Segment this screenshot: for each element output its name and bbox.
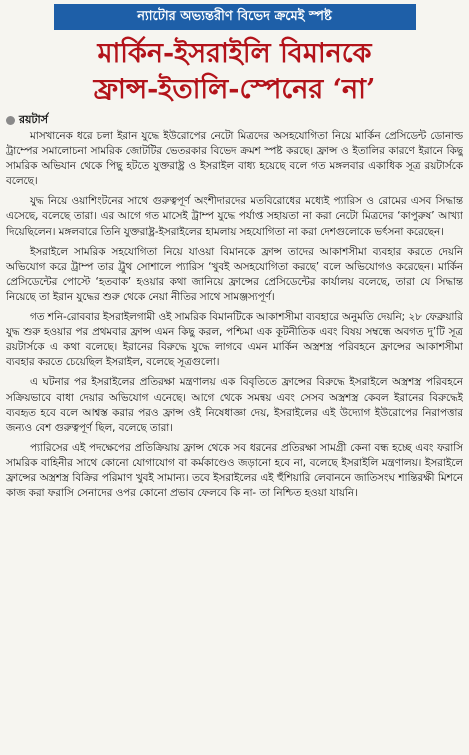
headline-line-1: মার্কিন-ইসরাইলি বিমানকে bbox=[97, 38, 372, 69]
paragraph-3: ইসরাইলে সামরিক সহযোগিতা নিয়ে যাওয়া বিমানকে ফ্রান্স তাদের আকাশসীমা ব্যবহার করতে দেয়নি অভিযোগ করে ট্রাম্প তার ট্রুথ সোশালে প্যারিস ‘খুবই অসহযোগিতা করছে’ বলে অভিযোগও করেছেন। মার্কিন প্রেসিডেন্টের পোস্টে ‘হতবাক’ হওয়ার কথা জানিয়ে ফ্রান্সের প্রেসিডেন্টের কার্যালয় বলেছে, তারা যে সিদ্ধান্ত নিয়েছে তা ইরান যুদ্ধের শুরু থেকে নেয়া নীতির সাথে সামঞ্জস্যপূর্ণ। bbox=[6, 245, 463, 303]
headline-line-2: ফ্রান্স-ইতালি-স্পেনের ‘না’ bbox=[93, 74, 376, 105]
source-label: রয়টার্স bbox=[19, 112, 48, 126]
source-line bbox=[6, 113, 463, 127]
paragraph-1: মাসখানেক ধরে চলা ইরান যুদ্ধে ইউরোপের নেটো মিত্রদের অসহযোগিতা নিয়ে মার্কিন প্রেসিডেন্ট ডোনাল্ড ট্রাম্পের সমালোচনা সামরিক জোটটির ভেতরকার বিভেদ ক্রমশ স্পষ্ট করছে। ফ্রান্স ও ইতালির কারণে ইরানে কিছু সামরিক অভিযান থেকে পিছু হটতে যুক্তরাষ্ট্র ও ইসরাইল বাধ্য হয়েছে বলে গত মঙ্গলবার একাধিক সূত্র রয়টার্সকে বলেছে। bbox=[6, 130, 463, 188]
paragraph-5: এ ঘটনার পর ইসরাইলের প্রতিরক্ষা মন্ত্রণালয় এক বিবৃতিতে ফ্রান্সের বিরুদ্ধে ইসরাইলে অস্ত্রশস্ত্র পরিবহনে সক্রিয়ভাবে বাধা দেয়ার অভিযোগ এনেছে। আগে থেকে সমন্বয় এবং সেসব অস্ত্রশস্ত্র কেবল ইরানের বিরুদ্ধেই ব্যবহৃত হবে বলে আশ্বস্ত করার পরও ফ্রান্স ওই নিষেধাজ্ঞা দেয়, ইসরাইলের এই উদ্যোগ ইউরোপের নিরাপত্তার জন্যও বেশ গুরুত্বপূর্ণ ছিল, বলেছে তারা। bbox=[6, 376, 463, 434]
paragraph-4: গত শনি-রোববার ইসরাইলগামী ওই সামরিক বিমানটিকে আকাশসীমা ব্যবহারে অনুমতি দেয়নি; ২৮ ফেব্রুয়ারি যুদ্ধ শুরু হওয়ার পর প্রথমবার ফ্রান্স এমন কিছু করল, পশ্চিমা এক কূটনীতিক এবং বিষয় সম্বন্ধে অবগত দু’টি সূত্র রয়টার্সকে এ কথা বলেছে। ইরানের বিরুদ্ধে যুদ্ধে লাগবে এমন মার্কিন অস্ত্রশস্ত্র পরিবহনে ফ্রান্সের আকাশসীমা ব্যবহার করতে চেয়েছিল ইসরাইল, বলেছে সূত্রগুলো। bbox=[6, 311, 463, 369]
bullet-icon bbox=[6, 116, 15, 125]
paragraph-2: যুদ্ধ নিয়ে ওয়াশিংটনের সাথে গুরুত্বপূর্ণ অংশীদারদের মতবিরোধের মধ্যেই প্যারিস ও রোমের এসব সিদ্ধান্ত এসেছে, বলেছে তারা। এর আগে গত মাসেই ট্রাম্প যুদ্ধে পর্যাপ্ত সহায়তা না করা নেটো মিত্রদের ‘কাপুরুষ’ আখ্যা দিয়েছিলেন। মঙ্গলবারে তিনি যুক্তরাষ্ট্র-ইসরাইলের হামলায় সহযোগিতা না করা দেশগুলোকে ভর্ৎসনা করেছেন। bbox=[6, 195, 463, 238]
kicker-banner: ন্যাটোর অভ্যন্তরীণ বিভেদ ক্রমেই স্পষ্ট bbox=[54, 4, 416, 30]
headline bbox=[6, 36, 463, 108]
paragraph-6: প্যারিসের এই পদক্ষেপের প্রতিক্রিয়ায় ফ্রান্স থেকে সব ধরনের প্রতিরক্ষা সামগ্রী কেনা বন্ধ হচ্ছে এবং ফরাসি সামরিক বাহিনীর সাথে কোনো যোগাযোগ বা কর্মকাণ্ডেও জড়ানো হবে না, বলেছে ইসরাইলি মন্ত্রণালয়। ইসরাইলে ফ্রান্সের অস্ত্রশস্ত্র বিক্রির পরিমাণ খুবই সামান্য। তবে ইসরাইলের এই হুঁশিয়ারি লেবাননে জাতিসংঘ শান্তিরক্ষী মিশনে কাজ করা ফরাসি সেনাদের ওপর কোনো প্রভাব ফেলবে কি না- তা নিশ্চিত হওয়া যায়নি। bbox=[6, 441, 463, 500]
article-body bbox=[6, 129, 463, 501]
